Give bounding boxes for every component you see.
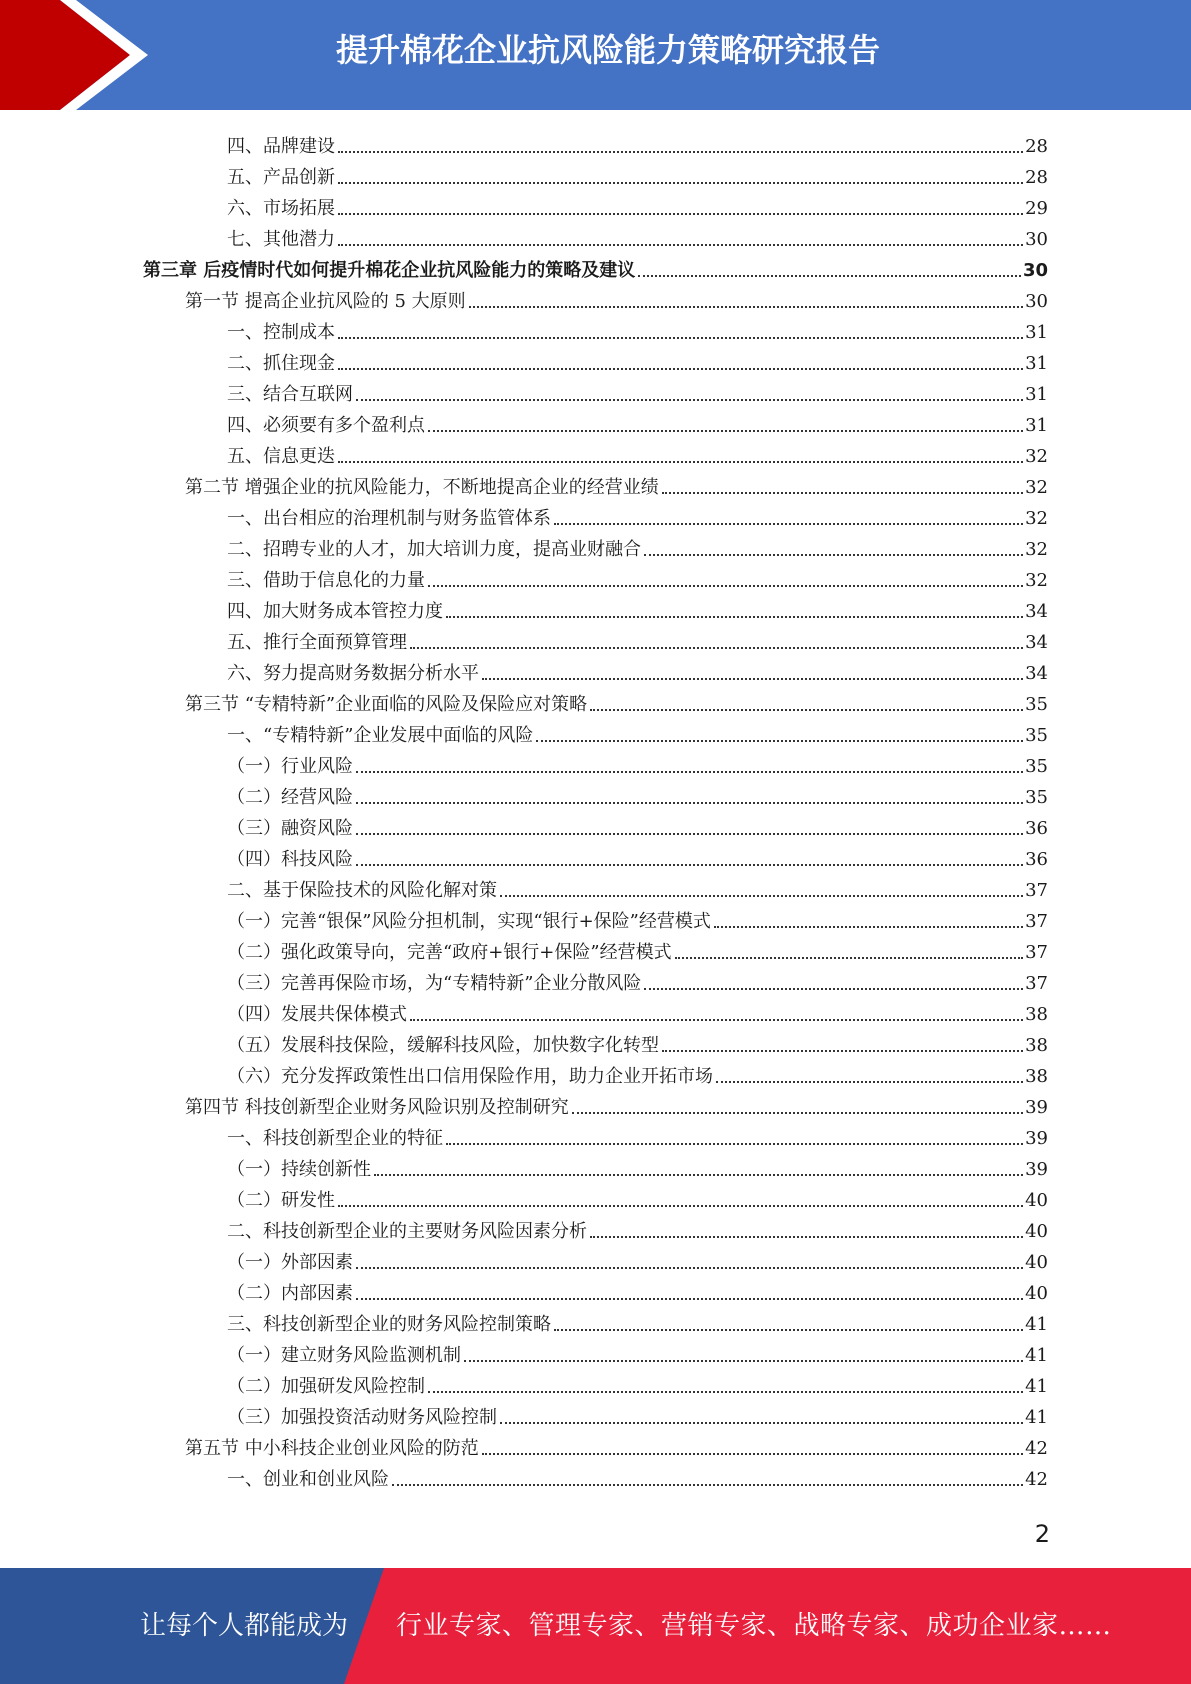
toc-entry[interactable] xyxy=(227,1306,1048,1336)
toc-entry[interactable] xyxy=(227,1275,1048,1305)
toc-entry[interactable] xyxy=(185,283,1048,313)
toc-dot-leader xyxy=(356,1298,1023,1300)
toc-entry-title: （三）加强投资活动财务风险控制 xyxy=(227,1407,497,1428)
toc-entry-page: 34 xyxy=(1025,601,1048,622)
footer-slogan-right: 行业专家、管理专家、营销专家、战略专家、成功企业家…… xyxy=(396,1611,1112,1641)
toc-entry-title: 六、努力提高财务数据分析水平 xyxy=(227,663,479,684)
toc-dot-leader xyxy=(590,1236,1023,1238)
toc-entry-title: 三、借助于信息化的力量 xyxy=(227,570,425,591)
toc-entry[interactable] xyxy=(227,128,1048,158)
toc-dot-leader xyxy=(662,492,1023,494)
toc-entry[interactable] xyxy=(185,469,1048,499)
toc-entry-title: （二）研发性 xyxy=(227,1190,335,1211)
toc-entry-title: 五、信息更迭 xyxy=(227,446,335,467)
toc-entry[interactable] xyxy=(227,1368,1048,1398)
toc-dot-leader xyxy=(356,864,1023,866)
toc-entry-title: （一）行业风险 xyxy=(227,756,353,777)
toc-entry-page: 42 xyxy=(1025,1469,1048,1490)
toc-entry-title: 一、出台相应的治理机制与财务监管体系 xyxy=(227,508,551,529)
toc-entry[interactable] xyxy=(227,1461,1048,1491)
toc-entry-title: 第一节 提高企业抗风险的 5 大原则 xyxy=(185,291,466,312)
toc-entry[interactable] xyxy=(227,500,1048,530)
toc-entry-title: 三、结合互联网 xyxy=(227,384,353,405)
toc-dot-leader xyxy=(338,213,1023,215)
toc-entry-page: 34 xyxy=(1025,663,1048,684)
page-number: 2 xyxy=(1034,1520,1050,1548)
toc-entry-page: 28 xyxy=(1025,167,1048,188)
toc-entry-page: 32 xyxy=(1025,446,1048,467)
toc-dot-leader xyxy=(500,895,1023,897)
toc-entry-title: 第三节 “专精特新”企业面临的风险及保险应对策略 xyxy=(185,694,588,715)
toc-dot-leader xyxy=(500,1422,1023,1424)
toc-entry[interactable] xyxy=(227,1151,1048,1181)
toc-entry-page: 29 xyxy=(1025,198,1048,219)
toc-entry-title: 第四节 科技创新型企业财务风险识别及控制研究 xyxy=(185,1097,569,1118)
toc-entry-page: 30 xyxy=(1025,291,1048,312)
toc-entry[interactable] xyxy=(185,1089,1048,1119)
toc-entry-title: 七、其他潜力 xyxy=(227,229,335,250)
toc-entry-title: （二）强化政策导向，完善“政府+银行+保险”经营模式 xyxy=(227,942,672,963)
toc-entry-title: 二、基于保险技术的风险化解对策 xyxy=(227,880,497,901)
toc-dot-leader xyxy=(482,1453,1023,1455)
toc-dot-leader xyxy=(356,833,1023,835)
toc-dot-leader xyxy=(716,1081,1023,1083)
toc-entry[interactable] xyxy=(227,1213,1048,1243)
toc-entry[interactable] xyxy=(227,190,1048,220)
toc-entry-title: （一）建立财务风险监测机制 xyxy=(227,1345,461,1366)
toc-entry[interactable] xyxy=(227,748,1048,778)
toc-entry[interactable] xyxy=(227,376,1048,406)
toc-dot-leader xyxy=(469,306,1023,308)
toc-dot-leader xyxy=(638,275,1021,277)
toc-dot-leader xyxy=(356,399,1023,401)
toc-entry-page: 36 xyxy=(1025,849,1048,870)
toc-entry[interactable] xyxy=(143,252,1048,282)
toc-dot-leader xyxy=(714,926,1023,928)
toc-entry-title: 二、科技创新型企业的主要财务风险因素分析 xyxy=(227,1221,587,1242)
toc-entry-page: 38 xyxy=(1025,1066,1048,1087)
toc-dot-leader xyxy=(356,802,1023,804)
toc-entry-page: 39 xyxy=(1025,1159,1048,1180)
toc-entry[interactable] xyxy=(227,1027,1048,1057)
toc-dot-leader xyxy=(338,182,1023,184)
toc-entry-page: 40 xyxy=(1025,1283,1048,1304)
toc-entry[interactable] xyxy=(227,841,1048,871)
toc-entry-title: （一）持续创新性 xyxy=(227,1159,371,1180)
toc-entry-title: 四、必须要有多个盈利点 xyxy=(227,415,425,436)
toc-entry-title: 二、招聘专业的人才，加大培训力度，提高业财融合 xyxy=(227,539,641,560)
toc-entry[interactable] xyxy=(227,655,1048,685)
toc-entry[interactable] xyxy=(227,221,1048,251)
toc-entry-page: 30 xyxy=(1025,229,1048,250)
toc-entry-title: 第三章 后疫情时代如何提升棉花企业抗风险能力的策略及建议 xyxy=(143,260,636,281)
toc-entry-title: 六、市场拓展 xyxy=(227,198,335,219)
toc-dot-leader xyxy=(392,1484,1023,1486)
toc-dot-leader xyxy=(338,151,1023,153)
toc-entry[interactable] xyxy=(227,531,1048,561)
toc-dot-leader xyxy=(464,1360,1023,1362)
toc-dot-leader xyxy=(338,337,1023,339)
toc-dot-leader xyxy=(410,1019,1023,1021)
toc-dot-leader xyxy=(338,244,1023,246)
toc-entry-title: 一、“专精特新”企业发展中面临的风险 xyxy=(227,725,534,746)
toc-entry-title: 五、产品创新 xyxy=(227,167,335,188)
toc-entry-page: 35 xyxy=(1025,694,1048,715)
toc-entry-page: 30 xyxy=(1022,260,1048,281)
toc-entry[interactable] xyxy=(227,903,1048,933)
toc-entry[interactable] xyxy=(227,1399,1048,1429)
toc-entry-title: （四）发展共保体模式 xyxy=(227,1004,407,1025)
toc-entry-title: 第二节 增强企业的抗风险能力，不断地提高企业的经营业绩 xyxy=(185,477,659,498)
toc-dot-leader xyxy=(675,957,1024,959)
toc-entry[interactable] xyxy=(227,1337,1048,1367)
toc-entry-page: 41 xyxy=(1025,1376,1048,1397)
toc-entry-page: 38 xyxy=(1025,1004,1048,1025)
toc-entry-page: 41 xyxy=(1025,1345,1048,1366)
toc-dot-leader xyxy=(644,988,1023,990)
toc-dot-leader xyxy=(338,368,1023,370)
toc-entry-page: 32 xyxy=(1025,508,1048,529)
toc-entry-page: 39 xyxy=(1025,1097,1048,1118)
toc-entry[interactable] xyxy=(227,314,1048,344)
toc-entry-page: 31 xyxy=(1025,415,1048,436)
footer-slogan-left: 让每个人都能成为 xyxy=(140,1611,349,1641)
toc-entry-title: 第五节 中小科技企业创业风险的防范 xyxy=(185,1438,479,1459)
toc-entry-page: 32 xyxy=(1025,477,1048,498)
toc-entry-title: （三）融资风险 xyxy=(227,818,353,839)
toc-entry-title: （一）外部因素 xyxy=(227,1252,353,1273)
toc-entry[interactable] xyxy=(227,1244,1048,1274)
toc-dot-leader xyxy=(554,523,1023,525)
toc-dot-leader xyxy=(554,1329,1023,1331)
toc-entry[interactable] xyxy=(227,1120,1048,1150)
toc-entry[interactable] xyxy=(227,934,1048,964)
toc-entry-title: 三、科技创新型企业的财务风险控制策略 xyxy=(227,1314,551,1335)
toc-dot-leader xyxy=(446,616,1023,618)
toc-entry-title: （二）加强研发风险控制 xyxy=(227,1376,425,1397)
toc-entry[interactable] xyxy=(227,593,1048,623)
toc-entry-page: 41 xyxy=(1025,1407,1048,1428)
toc-entry-page: 37 xyxy=(1025,880,1048,901)
toc-entry-page: 39 xyxy=(1025,1128,1048,1149)
toc-entry-title: 一、科技创新型企业的特征 xyxy=(227,1128,443,1149)
toc-entry-title: （五）发展科技保险，缓解科技风险，加快数字化转型 xyxy=(227,1035,659,1056)
toc-entry-page: 28 xyxy=(1025,136,1048,157)
toc-entry[interactable] xyxy=(227,345,1048,375)
toc-entry[interactable] xyxy=(227,1182,1048,1212)
toc-dot-leader xyxy=(536,740,1023,742)
footer-bar xyxy=(0,1568,1191,1684)
toc-dot-leader xyxy=(356,1267,1023,1269)
toc-entry-page: 35 xyxy=(1025,725,1048,746)
toc-dot-leader xyxy=(428,430,1023,432)
toc-entry-title: （一）完善“银保”风险分担机制，实现“银行+保险”经营模式 xyxy=(227,911,711,932)
toc-entry[interactable] xyxy=(227,779,1048,809)
toc-entry-page: 40 xyxy=(1025,1190,1048,1211)
toc-entry[interactable] xyxy=(227,717,1048,747)
toc-dot-leader xyxy=(338,461,1023,463)
toc-entry-page: 40 xyxy=(1025,1252,1048,1273)
toc-entry[interactable] xyxy=(227,1058,1048,1088)
toc-entry[interactable] xyxy=(227,438,1048,468)
toc-entry-title: （二）内部因素 xyxy=(227,1283,353,1304)
toc-entry-page: 37 xyxy=(1025,911,1048,932)
page-title: 提升棉花企业抗风险能力策略研究报告 xyxy=(335,31,880,69)
toc-entry-page: 31 xyxy=(1025,322,1048,343)
toc-entry-page: 32 xyxy=(1025,539,1048,560)
toc-entry[interactable] xyxy=(227,159,1048,189)
toc-dot-leader xyxy=(338,1205,1023,1207)
toc-entry-title: （二）经营风险 xyxy=(227,787,353,808)
toc-entry-title: （六）充分发挥政策性出口信用保险作用，助力企业开拓市场 xyxy=(227,1066,713,1087)
toc-entry[interactable] xyxy=(227,996,1048,1026)
toc-dot-leader xyxy=(356,771,1023,773)
toc-entry-page: 35 xyxy=(1025,756,1048,777)
toc-dot-leader xyxy=(590,709,1023,711)
toc-dot-leader xyxy=(428,585,1023,587)
toc-dot-leader xyxy=(482,678,1023,680)
toc-entry-title: 一、创业和创业风险 xyxy=(227,1469,389,1490)
toc-entry-title: 二、抓住现金 xyxy=(227,353,335,374)
toc-dot-leader xyxy=(572,1112,1023,1114)
toc-entry-page: 34 xyxy=(1025,632,1048,653)
toc-entry-title: 一、控制成本 xyxy=(227,322,335,343)
toc-entry-page: 35 xyxy=(1025,787,1048,808)
toc-entry[interactable] xyxy=(227,965,1048,995)
toc-dot-leader xyxy=(428,1391,1023,1393)
toc-entry-page: 31 xyxy=(1025,353,1048,374)
toc-dot-leader xyxy=(662,1050,1023,1052)
toc-entry-page: 41 xyxy=(1025,1314,1048,1335)
toc-entry-page: 37 xyxy=(1025,942,1048,963)
toc-entry[interactable] xyxy=(227,562,1048,592)
toc-entry-page: 36 xyxy=(1025,818,1048,839)
toc-entry[interactable] xyxy=(185,1430,1048,1460)
toc-entry-page: 42 xyxy=(1025,1438,1048,1459)
toc-entry[interactable] xyxy=(227,624,1048,654)
toc-dot-leader xyxy=(410,647,1023,649)
toc-entry-title: 四、品牌建设 xyxy=(227,136,335,157)
toc-dot-leader xyxy=(446,1143,1023,1145)
toc-entry-title: 五、推行全面预算管理 xyxy=(227,632,407,653)
toc-dot-leader xyxy=(644,554,1023,556)
toc-entry[interactable] xyxy=(227,407,1048,437)
toc-entry-page: 31 xyxy=(1025,384,1048,405)
toc-entry[interactable] xyxy=(227,810,1048,840)
header-bar xyxy=(0,0,1191,110)
toc-entry-page: 37 xyxy=(1025,973,1048,994)
toc-dot-leader xyxy=(374,1174,1023,1176)
toc-entry-title: （三）完善再保险市场，为“专精特新”企业分散风险 xyxy=(227,973,642,994)
toc-entry-page: 38 xyxy=(1025,1035,1048,1056)
toc-entry-page: 40 xyxy=(1025,1221,1048,1242)
toc-entry[interactable] xyxy=(227,872,1048,902)
toc-entry-page: 32 xyxy=(1025,570,1048,591)
toc-entry-title: （四）科技风险 xyxy=(227,849,353,870)
toc-entry[interactable] xyxy=(185,686,1048,716)
toc-entry-title: 四、加大财务成本管控力度 xyxy=(227,601,443,622)
